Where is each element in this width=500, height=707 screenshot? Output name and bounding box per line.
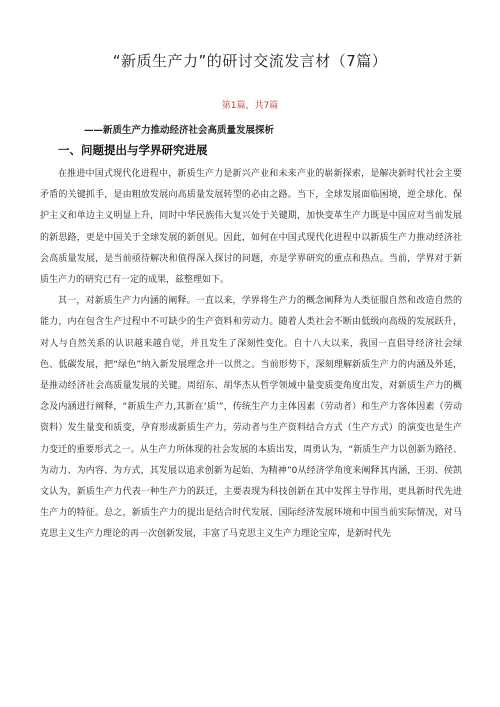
- paragraph: 其一，对新质生产力内涵的阐释。一直以来，学界将生产力的概念阐释为人类征服自然和改造自然的能力，内在包含生产过程中不可缺少的生产资料和劳动力。随着人类社会不断由低级向高级的发展跃升，对人与自然关系的认识越来越自觉，并且发生了深刻性变化。自十八大以来，我国一直倡导经济社会绿色、低碳发展，把“绿色”纳入新发展理念并一以贯之。当前形势下，深刻理解新质生产力的内涵及外延，是推动经济社会高质量发展的关键。周绍东、胡华杰从哲学领域中量变质变角度出发，对新质生产力的概念及内涵进行阐释，“新质生产力,其新在‘质’”，传统生产力主体因素（劳动者）和生产力客体因素（劳动资料）发生量变和质变，孕育形成新质生产力，劳动者与生产资料结合方式（生产方式）的演变也是生产力变迁的重要形式之一。从生产力所体现的社会发展的本质出发，周勇认为，“新质生产力以创新为路径、为动力、为内容、为方式，其发展以追求创新为起始、为精神”0从经济学角度来阐释其内涵，王羽、侯凯文认为，新质生产力代表一种生产力的跃迁，主要表现为科技创新在其中发挥主导作用，更具新时代先进生产力的特征。总之，新质生产力的提出是结合时代发展、国际经济发展环境和中国当前实际情况，对马克思主义生产力理论的再一次创新发展，丰富了马克思主义生产力理论宝库，是新时代先: [40, 296, 462, 540]
- part-label: 第1篇，共7篇: [221, 101, 279, 111]
- section-heading: 一、问题提出与学界研究进展: [58, 143, 208, 157]
- document-subtitle: ——新质生产力推动经济社会高质量发展探析: [84, 125, 275, 136]
- paragraph: 在推进中国式现代化进程中，新质生产力是新兴产业和未来产业的崭新探索，是解决新时代社会主要矛盾的关键抓手，是由粗放发展向高质量发展转型的必由之路。当下，全球发展面临困境，逆全球化、保护主义和单边主义明显上升，同时中华民族伟大复兴处于关键期，加快变革生产力既是中国应对当前发展的新思路，更是中国关于全球发展的新创见。因此，如何在中国式现代化进程中以新质生产力推动经济社会高质量发展，是当前亟待解决和值得深入探讨的问题，亦是学界研究的重点和热点。当前，学界对于新质生产力的研究已有一定的成果，兹整理如下。: [40, 169, 462, 286]
- document-title: “新质生产力”的研讨交流发言材（7篇）: [112, 52, 388, 70]
- document-body: [40, 164, 462, 546]
